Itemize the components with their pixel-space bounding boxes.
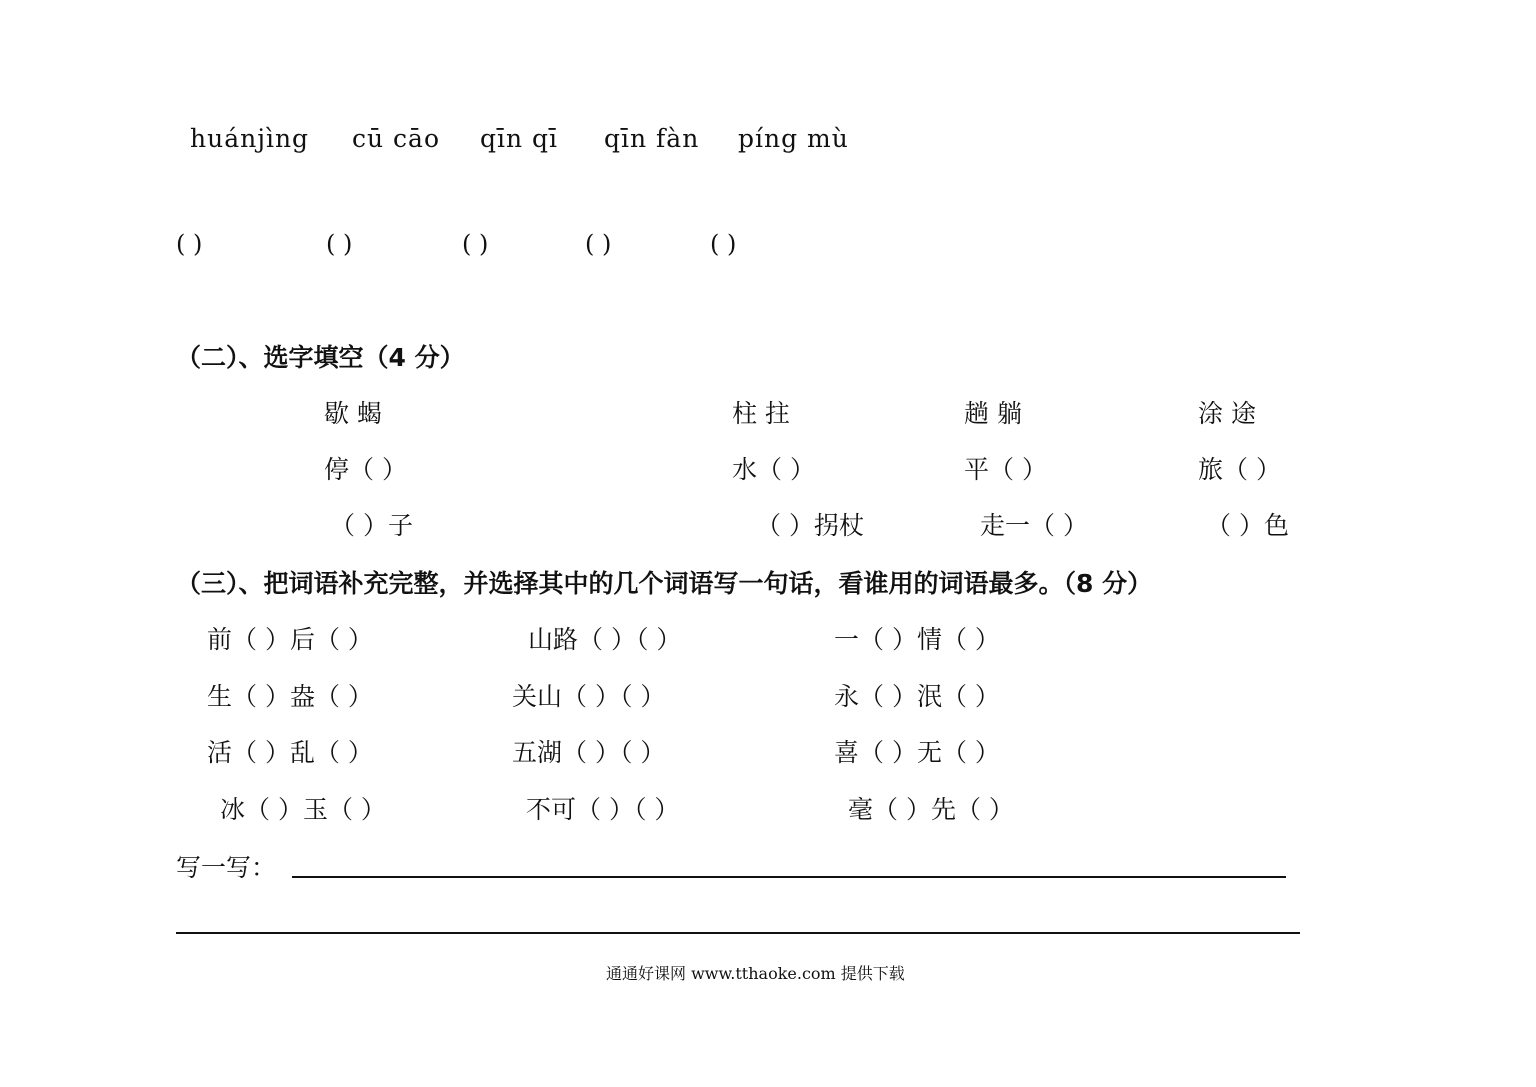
footer-credit: 通通好课网 www.tthaoke.com 提供下载	[606, 964, 905, 983]
choice-group-3: 趟 躺	[964, 399, 1022, 428]
fill-blank-1b[interactable]: （ ）子	[330, 511, 413, 540]
idiom-cell-r4c2[interactable]: 不可（ ）（ ）	[526, 795, 680, 824]
pinyin-word-2: cū cāo	[352, 124, 441, 153]
idiom-cell-r2c3[interactable]: 永（ ）泯（ ）	[834, 682, 1000, 711]
answer-blank-3[interactable]: ( )	[462, 230, 489, 258]
idiom-cell-r4c1[interactable]: 冰（ ）玉（ ）	[220, 795, 386, 824]
pinyin-word-3: qīn qī	[480, 124, 559, 153]
idiom-cell-r3c2[interactable]: 五湖（ ）（ ）	[512, 738, 666, 767]
write-line-1[interactable]	[292, 876, 1286, 878]
answer-blank-4[interactable]: ( )	[585, 230, 612, 258]
idiom-cell-r2c2[interactable]: 关山（ ）（ ）	[512, 682, 666, 711]
write-line-2[interactable]	[176, 932, 1300, 934]
pinyin-word-1: huánjìng	[190, 124, 310, 153]
answer-blank-2[interactable]: ( )	[326, 230, 353, 258]
idiom-cell-r3c1[interactable]: 活（ ）乱（ ）	[207, 738, 373, 767]
fill-blank-4a[interactable]: 旅（ ）	[1198, 455, 1281, 484]
idiom-cell-r2c1[interactable]: 生（ ）盎（ ）	[207, 682, 373, 711]
answer-blank-1[interactable]: ( )	[176, 230, 203, 258]
fill-blank-3a[interactable]: 平（ ）	[964, 455, 1047, 484]
section-2-title: （二）、选字填空（4 分）	[176, 343, 465, 372]
answer-blank-5[interactable]: ( )	[710, 230, 737, 258]
idiom-cell-r1c2[interactable]: 山路（ ）（ ）	[528, 625, 682, 654]
fill-blank-2a[interactable]: 水（ ）	[732, 455, 815, 484]
fill-blank-4b[interactable]: （ ）色	[1206, 511, 1289, 540]
idiom-cell-r4c3[interactable]: 毫（ ）先（ ）	[848, 795, 1014, 824]
fill-blank-1a[interactable]: 停（ ）	[324, 455, 407, 484]
pinyin-word-5: píng mù	[738, 124, 849, 153]
choice-group-2: 柱 拄	[732, 399, 790, 428]
choice-group-4: 涂 途	[1198, 399, 1256, 428]
pinyin-word-4: qīn fàn	[604, 124, 700, 153]
fill-blank-2b[interactable]: （ ）拐杖	[756, 511, 864, 540]
idiom-cell-r1c3[interactable]: 一（ ）情（ ）	[834, 625, 1000, 654]
fill-blank-3b[interactable]: 走一（ ）	[980, 511, 1088, 540]
choice-group-1: 歇 蝎	[324, 399, 382, 428]
idiom-cell-r3c3[interactable]: 喜（ ）无（ ）	[834, 738, 1000, 767]
section-3-title: （三）、把词语补充完整，并选择其中的几个词语写一句话，看谁用的词语最多。（8 分）	[176, 569, 1153, 598]
write-label: 写一写：	[176, 853, 277, 882]
idiom-cell-r1c1[interactable]: 前（ ）后（ ）	[207, 625, 373, 654]
